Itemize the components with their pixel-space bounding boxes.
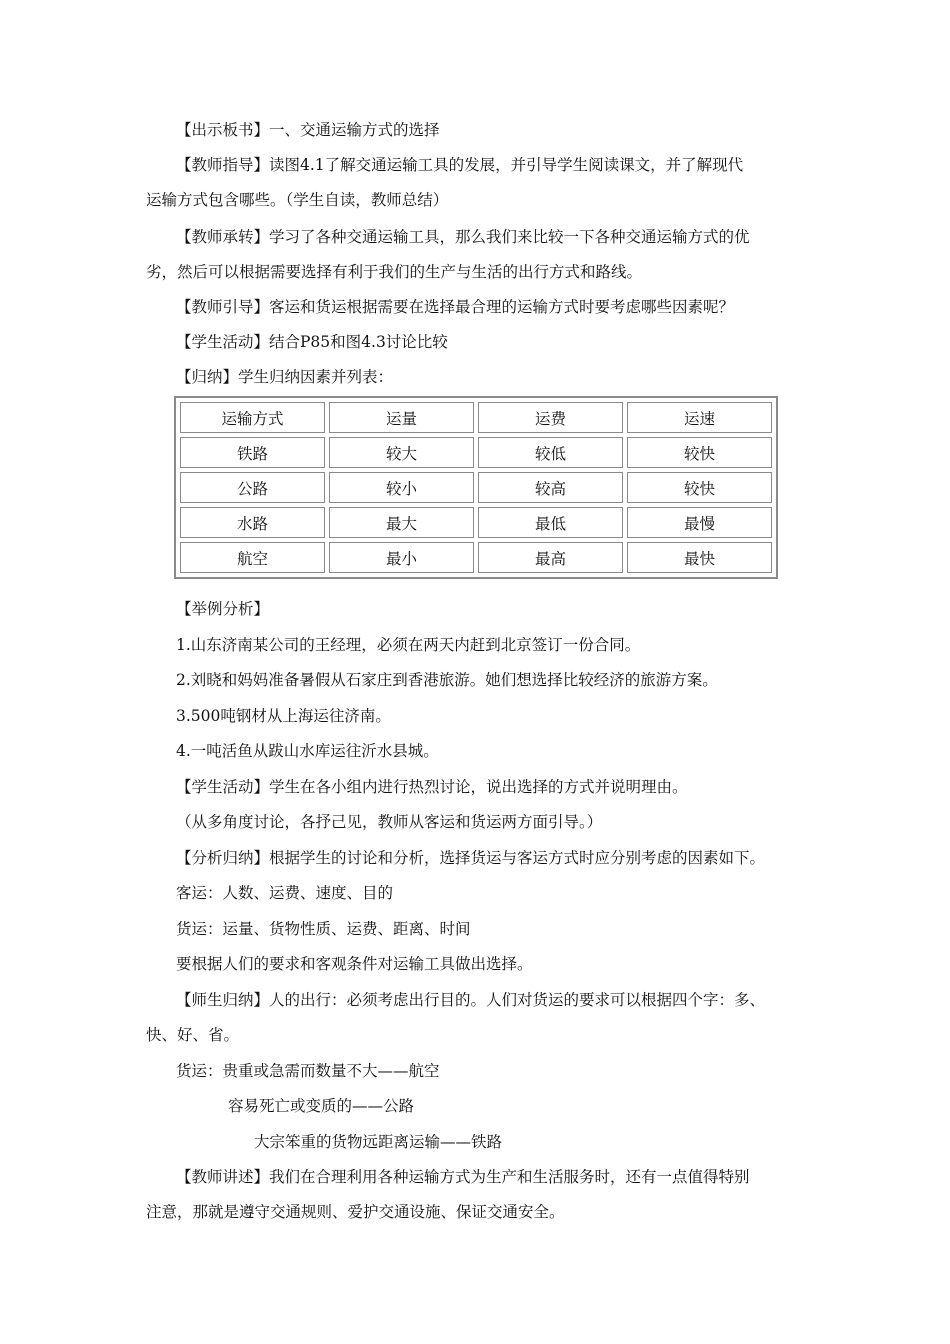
example-analysis-heading: 【举例分析】 xyxy=(176,600,270,618)
analysis-summary: 【分析归纳】根据学生的讨论和分析，选择货运与客运方式时应分别考虑的因素如下。 xyxy=(176,849,766,867)
table-cell: 航空 xyxy=(180,542,325,573)
teacher-guidance-cont: 运输方式包含哪些。（学生自读，教师总结） xyxy=(146,191,449,209)
teacher-transition: 【教师承转】学习了各种交通运输工具，那么我们来比较一下各种交通运输方式的优 xyxy=(176,228,750,246)
table-row xyxy=(180,507,772,538)
table-cell: 最小 xyxy=(329,542,474,573)
passenger-factors: 客运：人数、运费、速度、目的 xyxy=(176,884,394,902)
example-2: 2.刘晓和妈妈准备暑假从石家庄到香港旅游。她们想选择比较经济的旅游方案。 xyxy=(176,671,718,689)
freight-rail: 大宗笨重的货物远距离运输——铁路 xyxy=(254,1133,503,1151)
joint-summary-cont: 快、好、省。 xyxy=(146,1026,240,1044)
teacher-lecture-cont: 注意，那就是遵守交通规则、爱护交通设施、保证交通安全。 xyxy=(146,1203,565,1221)
selection-note: 要根据人们的要求和客观条件对运输工具做出选择。 xyxy=(176,955,533,973)
table-cell: 最低 xyxy=(478,507,623,538)
table-cell: 较大 xyxy=(329,437,474,468)
table-row xyxy=(180,472,772,503)
example-1: 1.山东济南某公司的王经理，必须在两天内赶到北京签订一份合同。 xyxy=(176,636,641,654)
board-heading: 【出示板书】一、交通运输方式的选择 xyxy=(176,121,440,139)
table-cell: 较小 xyxy=(329,472,474,503)
student-activity-2: 【学生活动】学生在各小组内进行热烈讨论，说出选择的方式并说明理由。 xyxy=(176,778,688,796)
teacher-lecture: 【教师讲述】我们在合理利用各种运输方式为生产和生活服务时，还有一点值得特别 xyxy=(176,1168,750,1186)
header-cell: 运输方式 xyxy=(180,402,325,433)
discussion-note: （从多角度讨论，各抒己见，教师从客运和货运两方面引导。） xyxy=(176,813,603,831)
header-cell: 运速 xyxy=(627,402,772,433)
teacher-guidance: 【教师指导】读图4.1了解交通运输工具的发展，并引导学生阅读课文，并了解现代 xyxy=(176,156,744,174)
table-row xyxy=(180,542,772,573)
student-activity-1: 【学生活动】结合P85和图4.3讨论比较 xyxy=(176,333,448,351)
table-cell: 铁路 xyxy=(180,437,325,468)
example-4: 4.一吨活鱼从跋山水库运往沂水县城。 xyxy=(176,742,439,760)
freight-air: 货运：贵重或急需而数量不大——航空 xyxy=(176,1062,440,1080)
table-cell: 最高 xyxy=(478,542,623,573)
table-cell: 较高 xyxy=(478,472,623,503)
header-cell: 运量 xyxy=(329,402,474,433)
joint-summary: 【师生归纳】人的出行：必须考虑出行目的。人们对货运的要求可以根据四个字：多、 xyxy=(176,991,766,1009)
teacher-transition-cont: 劣，然后可以根据需要选择有利于我们的生产与生活的出行方式和路线。 xyxy=(146,263,643,281)
table-cell: 较快 xyxy=(627,472,772,503)
table-cell: 最快 xyxy=(627,542,772,573)
header-cell: 运费 xyxy=(478,402,623,433)
table-row xyxy=(180,437,772,468)
freight-factors: 货运：运量、货物性质、运费、距离、时间 xyxy=(176,920,471,938)
table-cell: 水路 xyxy=(180,507,325,538)
table-cell: 较低 xyxy=(478,437,623,468)
transport-comparison-table xyxy=(174,396,778,579)
table-header-row xyxy=(180,402,772,433)
table-cell: 公路 xyxy=(180,472,325,503)
freight-road: 容易死亡或变质的——公路 xyxy=(228,1097,415,1115)
summary-heading: 【归纳】学生归纳因素并列表： xyxy=(176,368,394,386)
table-cell: 较快 xyxy=(627,437,772,468)
example-3: 3.500吨钢材从上海运往济南。 xyxy=(176,707,391,725)
teacher-lead: 【教师引导】客运和货运根据需要在选择最合理的运输方式时要考虑哪些因素呢？ xyxy=(176,298,735,316)
table-cell: 最大 xyxy=(329,507,474,538)
table-cell: 最慢 xyxy=(627,507,772,538)
